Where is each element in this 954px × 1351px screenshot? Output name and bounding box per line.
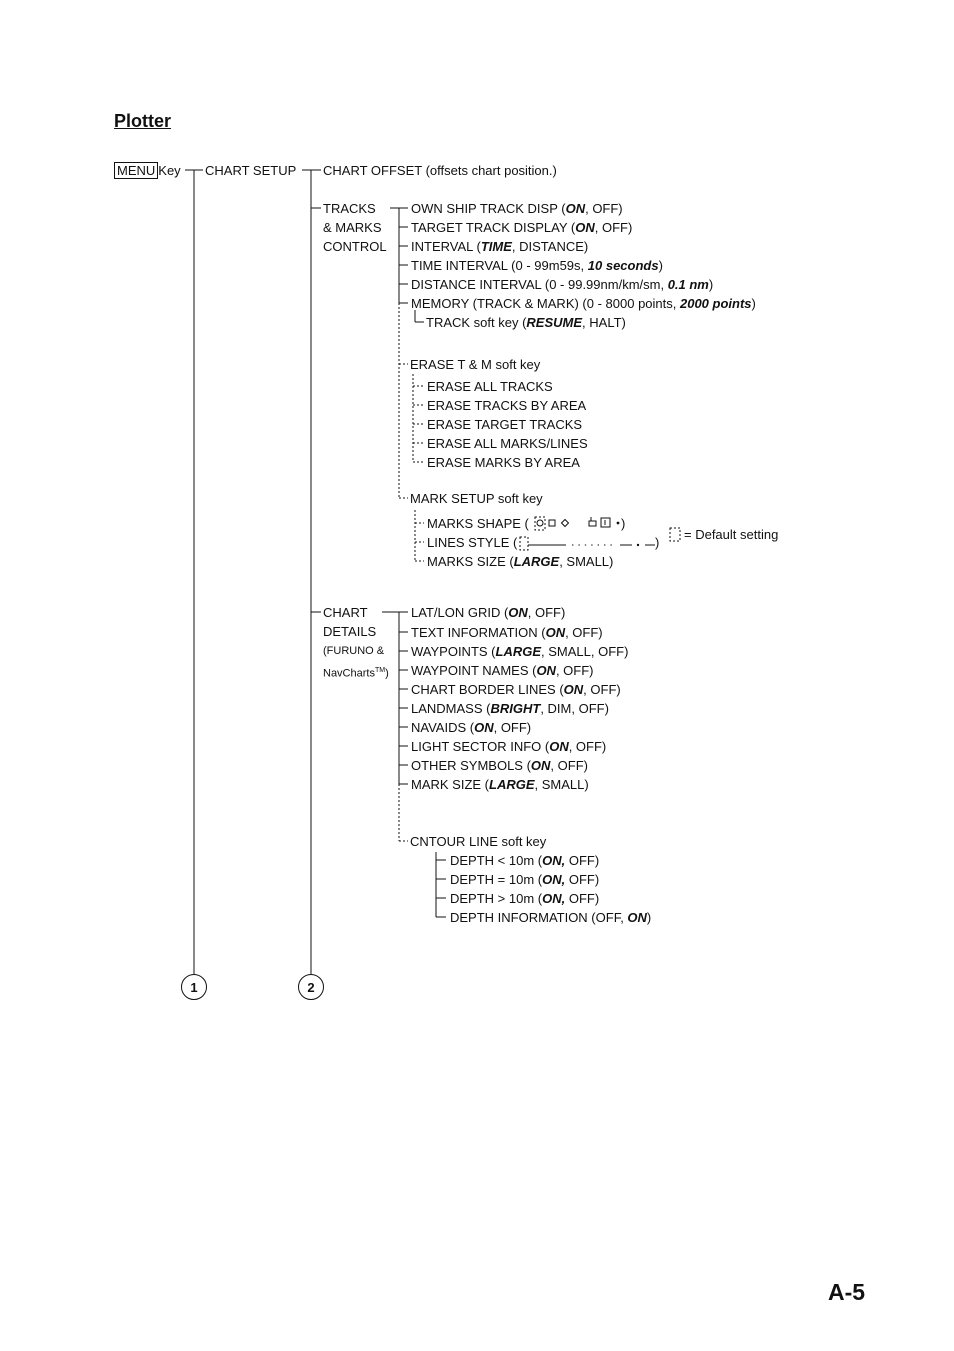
lines-style-item: LINES STYLE ( <box>427 535 518 550</box>
chart-details-item: TEXT INFORMATION (ON, OFF) <box>411 625 603 640</box>
erase-item: ERASE MARKS BY AREA <box>427 455 580 470</box>
erase-soft-key: ERASE T & M soft key <box>410 357 541 372</box>
marks-shape-close: ) <box>621 516 626 531</box>
tracks-item: TIME INTERVAL (0 - 99m59s, 10 seconds) <box>411 258 663 273</box>
chart-details-item: WAYPOINTS (LARGE, SMALL, OFF) <box>411 644 629 659</box>
tracks-item: INTERVAL (TIME, DISTANCE) <box>411 239 589 254</box>
erase-item: ERASE TARGET TRACKS <box>427 417 583 432</box>
tracks-label-3: CONTROL <box>323 239 387 254</box>
tracks-item: MEMORY (TRACK & MARK) (0 - 8000 points, 2000 points) <box>411 296 756 311</box>
chart-details-label-2: DETAILS <box>323 624 377 639</box>
chart-details-item: LAT/LON GRID (ON, OFF) <box>411 605 566 620</box>
chart-details-sub-1: (FURUNO & <box>323 645 385 657</box>
marks-shape-item: MARKS SHAPE ( <box>427 516 529 531</box>
erase-item: ERASE TRACKS BY AREA <box>427 398 587 413</box>
marks-size-item: MARKS SIZE (LARGE, SMALL) <box>427 554 614 569</box>
erase-item: ERASE ALL TRACKS <box>427 379 553 394</box>
contour-item: DEPTH < 10m (ON, OFF) <box>450 853 600 868</box>
default-setting-legend: = Default setting <box>684 527 779 542</box>
connector-circle-1: 1 <box>181 974 207 1000</box>
menu-key-box: MENU <box>114 162 158 179</box>
track-soft-key: TRACK soft key (RESUME, HALT) <box>426 315 626 330</box>
tracks-item: TARGET TRACK DISPLAY (ON, OFF) <box>411 220 633 235</box>
contour-item: DEPTH > 10m (ON, OFF) <box>450 891 600 906</box>
chart-details-sub-2: NavCharts™) <box>323 667 389 680</box>
marks-shape-glyphs <box>537 517 610 527</box>
contour-item: DEPTH INFORMATION (OFF, ON) <box>450 910 652 925</box>
chart-details-item: LIGHT SECTOR INFO (ON, OFF) <box>411 739 607 754</box>
connector-circle-2: 2 <box>298 974 324 1000</box>
contour-soft-key: CNTOUR LINE soft key <box>410 834 547 849</box>
tracks-label-2: & MARKS <box>323 220 382 235</box>
chart-details-item: WAYPOINT NAMES (ON, OFF) <box>411 663 594 678</box>
erase-item: ERASE ALL MARKS/LINES <box>427 436 588 451</box>
contour-item: DEPTH = 10m (ON, OFF) <box>450 872 600 887</box>
lines-style-close: ) <box>655 535 660 550</box>
chart-details-item: LANDMASS (BRIGHT, DIM, OFF) <box>411 701 609 716</box>
tracks-label-1: TRACKS <box>323 201 376 216</box>
chart-setup-label: CHART SETUP <box>205 163 297 178</box>
chart-details-label-1: CHART <box>323 605 368 620</box>
tracks-item: OWN SHIP TRACK DISP (ON, OFF) <box>411 201 623 216</box>
chart-details-item: NAVAIDS (ON, OFF) <box>411 720 532 735</box>
page-number: A-5 <box>828 1279 866 1305</box>
chart-details-item: OTHER SYMBOLS (ON, OFF) <box>411 758 588 773</box>
menu-key-label: MENU Key <box>114 163 181 178</box>
page-title: Plotter <box>114 111 172 131</box>
chart-details-item: CHART BORDER LINES (ON, OFF) <box>411 682 621 697</box>
chart-details-item: MARK SIZE (LARGE, SMALL) <box>411 777 589 792</box>
tracks-item: DISTANCE INTERVAL (0 - 99.99nm/km/sm, 0.1 nm) <box>411 277 714 292</box>
chart-offset-item: CHART OFFSET (offsets chart position.) <box>323 163 557 178</box>
mark-setup-soft-key: MARK SETUP soft key <box>410 491 543 506</box>
